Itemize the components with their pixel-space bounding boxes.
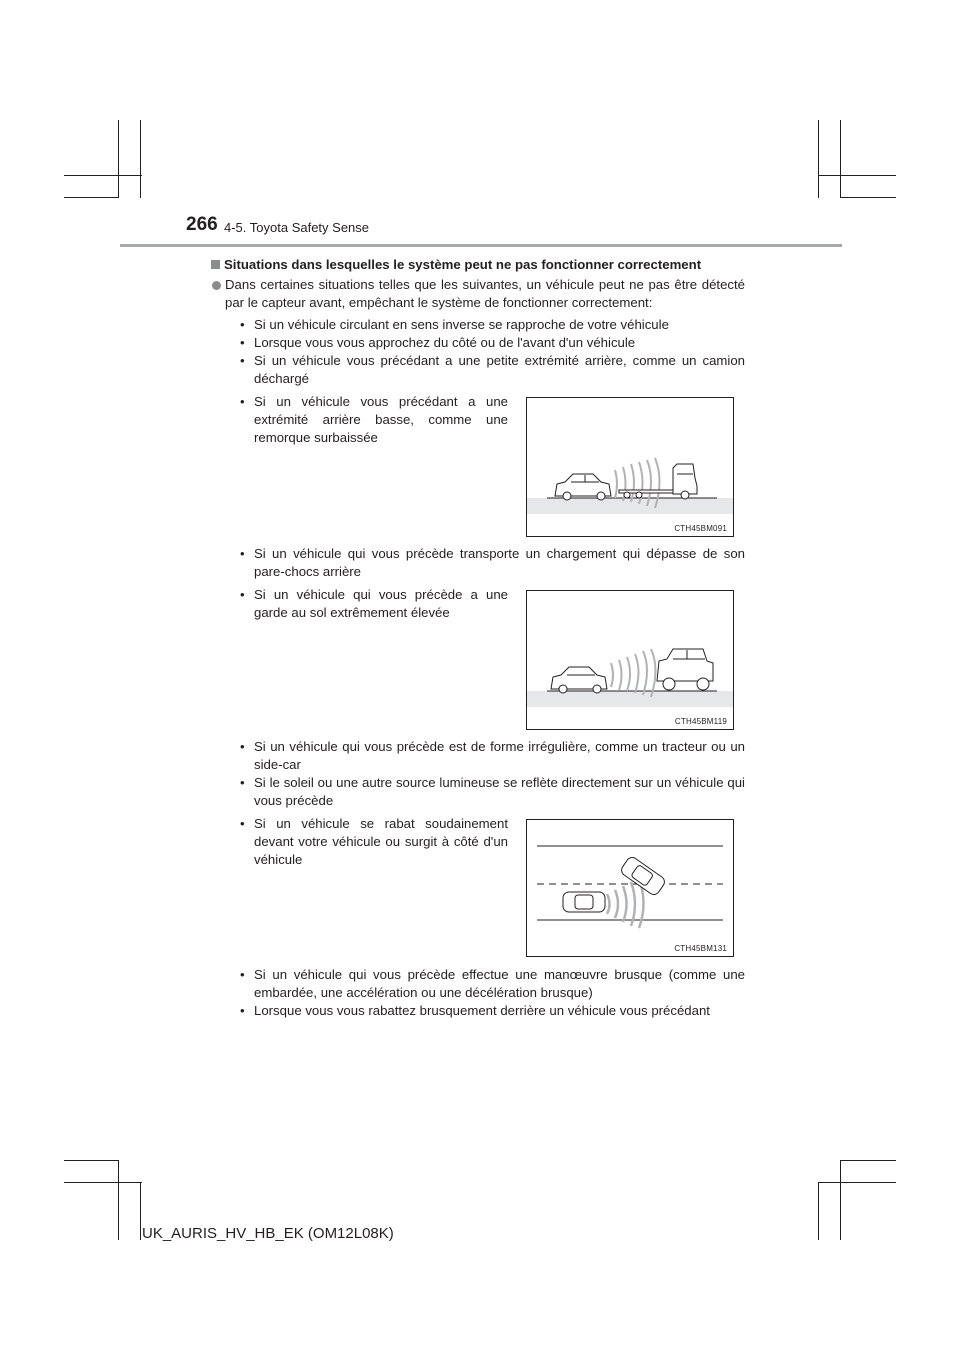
list-item-text: Si un véhicule qui vous précède a une garde au sol extrêmement élevée <box>254 587 508 620</box>
bullet-mark: • <box>240 335 245 350</box>
crop-mark <box>818 1182 819 1240</box>
list-item-text: Si un véhicule qui vous précède effectue une manœuvre brusque (comme une embardée, une accélération ou une décélération brusque) <box>254 967 745 1000</box>
crop-mark <box>118 1160 119 1240</box>
figure-low-trailer <box>526 397 734 537</box>
section-heading <box>211 256 751 274</box>
list-item <box>240 966 745 1002</box>
bullet-mark: • <box>240 967 245 982</box>
list-item <box>240 586 508 622</box>
crop-mark <box>140 120 141 198</box>
list-item <box>240 774 745 810</box>
crop-mark <box>840 1160 896 1161</box>
figure-high-clearance <box>526 590 734 730</box>
illustration-low-trailer <box>527 398 733 536</box>
round-bullet-icon <box>212 281 221 290</box>
list-item-text: Lorsque vous vous rabattez brusquement derrière un véhicule vous précédant <box>254 1003 710 1018</box>
square-bullet-icon <box>211 260 220 269</box>
figure-code: CTH45BM091 <box>674 524 727 533</box>
bullet-mark: • <box>240 317 245 332</box>
list-item-text: Si un véhicule se rabat soudainement devant votre véhicule ou surgit à côté d'un véhicule <box>254 816 508 867</box>
figure-code: CTH45BM131 <box>674 944 727 953</box>
bullet-mark: • <box>240 394 245 409</box>
bullet-mark: • <box>240 816 245 831</box>
illustration-cut-in <box>527 820 733 956</box>
list-item <box>240 1002 745 1020</box>
bullet-mark: • <box>240 546 245 561</box>
crop-mark <box>818 120 819 198</box>
crop-mark <box>840 1160 841 1240</box>
list-item-text: Lorsque vous vous approchez du côté ou de l'avant d'un véhicule <box>254 335 636 350</box>
crop-mark <box>818 1182 896 1183</box>
bullet-mark: • <box>240 1003 245 1018</box>
illustration-high-clearance <box>527 591 733 729</box>
header-rule <box>120 244 842 247</box>
list-item <box>240 815 508 869</box>
list-item-text: Si un véhicule qui vous précède est de forme irrégulière, comme un tracteur ou un side-car <box>254 739 745 772</box>
figure-cut-in <box>526 819 734 957</box>
list-item-text: Si un véhicule circulant en sens inverse se rapproche de votre véhicule <box>254 317 669 332</box>
bullet-mark: • <box>240 739 245 754</box>
section-title: 4-5. Toyota Safety Sense <box>224 220 370 235</box>
crop-mark <box>64 1182 142 1183</box>
list-item-text: Si un véhicule vous précédant a une petite extrémité arrière, comme un camion déchargé <box>254 353 745 386</box>
crop-mark <box>64 175 142 176</box>
bullet-mark: • <box>240 353 245 368</box>
list-item <box>240 393 508 447</box>
list-item-text: Si le soleil ou une autre source lumineuse se reflète directement sur un véhicule qui vous précède <box>254 775 745 808</box>
bullet-mark: • <box>240 775 245 790</box>
figure-code: CTH45BM119 <box>674 717 727 726</box>
bullet-mark: • <box>240 587 245 602</box>
crop-mark <box>118 120 119 198</box>
list-item <box>240 545 745 581</box>
heading-text: Situations dans lesquelles le système peut ne pas fonctionner correctement <box>224 257 702 272</box>
crop-mark <box>840 120 841 198</box>
crop-mark <box>64 1160 118 1161</box>
crop-mark <box>140 1182 141 1240</box>
list-item <box>240 738 745 774</box>
crop-mark <box>64 197 118 198</box>
list-item <box>240 334 745 352</box>
model-code-footer: UK_AURIS_HV_HB_EK (OM12L08K) <box>142 1225 394 1242</box>
list-item <box>240 316 745 334</box>
crop-mark <box>818 175 896 176</box>
page-number: 266 <box>186 214 218 235</box>
crop-mark <box>840 197 896 198</box>
list-item-text: Si un véhicule vous précédant a une extrémité arrière basse, comme une remorque surbaissée <box>254 394 508 445</box>
list-item-text: Si un véhicule qui vous précède transporte un chargement qui dépasse de son pare-chocs arrière <box>254 546 745 579</box>
intro-paragraph: Dans certaines situations telles que les suivantes, un véhicule peut ne pas être détecté par le capteur avant, empêchant le système de fonctionner correctement: <box>225 277 745 310</box>
list-item <box>240 352 745 388</box>
